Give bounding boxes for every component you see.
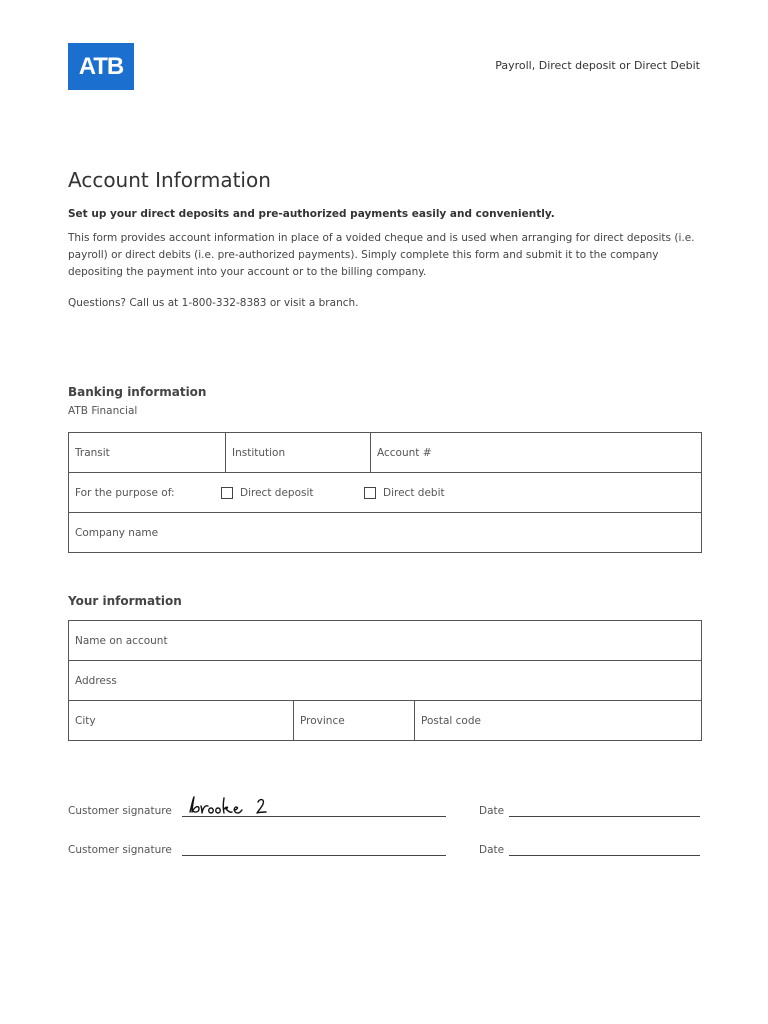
document-type: Payroll, Direct deposit or Direct Debit [495,59,700,72]
institution-field[interactable] [226,433,371,473]
institution-label: Institution [232,446,286,459]
questions-text: Questions? Call us at 1-800-332-8383 or visit a branch. [68,297,359,309]
page-title: Account Information [68,168,271,192]
direct-debit-checkbox[interactable] [364,487,376,499]
postal-code-label: Postal code [421,714,481,727]
direct-debit-option[interactable] [364,487,445,499]
purpose-label: For the purpose of: [75,486,175,499]
purpose-row [69,473,702,513]
handwritten-signature [186,794,276,818]
direct-deposit-label: Direct deposit [240,486,314,499]
direct-deposit-option[interactable] [221,487,364,499]
city-label: City [75,714,96,727]
name-on-account-field[interactable] [69,621,702,661]
company-name-label: Company name [75,526,159,539]
your-info-heading: Your information [68,594,182,608]
company-name-field[interactable] [69,513,702,553]
institution-name: ATB Financial [68,405,138,417]
transit-label: Transit [75,446,110,459]
customer-signature-label-1: Customer signature [68,805,172,817]
name-on-account-label: Name on account [75,634,168,647]
address-label: Address [75,674,117,687]
address-field[interactable] [69,661,702,701]
date-label-1: Date [479,805,505,817]
transit-field[interactable] [69,433,226,473]
intro-lead: Set up your direct deposits and pre-authorized payments easily and conveniently. [68,208,555,220]
province-field[interactable] [294,701,415,741]
date-label-2: Date [479,844,505,856]
customer-signature-label-2: Customer signature [68,844,172,856]
account-field[interactable] [371,433,702,473]
date-field-1[interactable] [509,798,700,817]
direct-deposit-checkbox[interactable] [221,487,233,499]
signature-row-2 [68,836,701,856]
your-info-table [68,620,702,741]
customer-signature-field-2[interactable] [182,837,446,856]
postal-code-field[interactable] [415,701,702,741]
direct-debit-label: Direct debit [383,486,445,499]
banking-table [68,432,702,553]
date-field-2[interactable] [509,837,700,856]
city-field[interactable] [69,701,294,741]
atb-logo: ATB [68,43,134,90]
intro-body: This form provides account information in place of a voided cheque and is used when arranging for direct deposits (i.e. payroll) or direct debits (i.e. pre-authorized payments). Simply complete this form and submit it to the company depositing the payment into your account or to the billing company. [68,232,695,278]
customer-signature-field-1[interactable] [182,798,446,817]
banking-heading: Banking information [68,385,207,399]
signature-row-1 [68,797,701,817]
account-label: Account # [377,446,432,459]
province-label: Province [300,714,345,727]
